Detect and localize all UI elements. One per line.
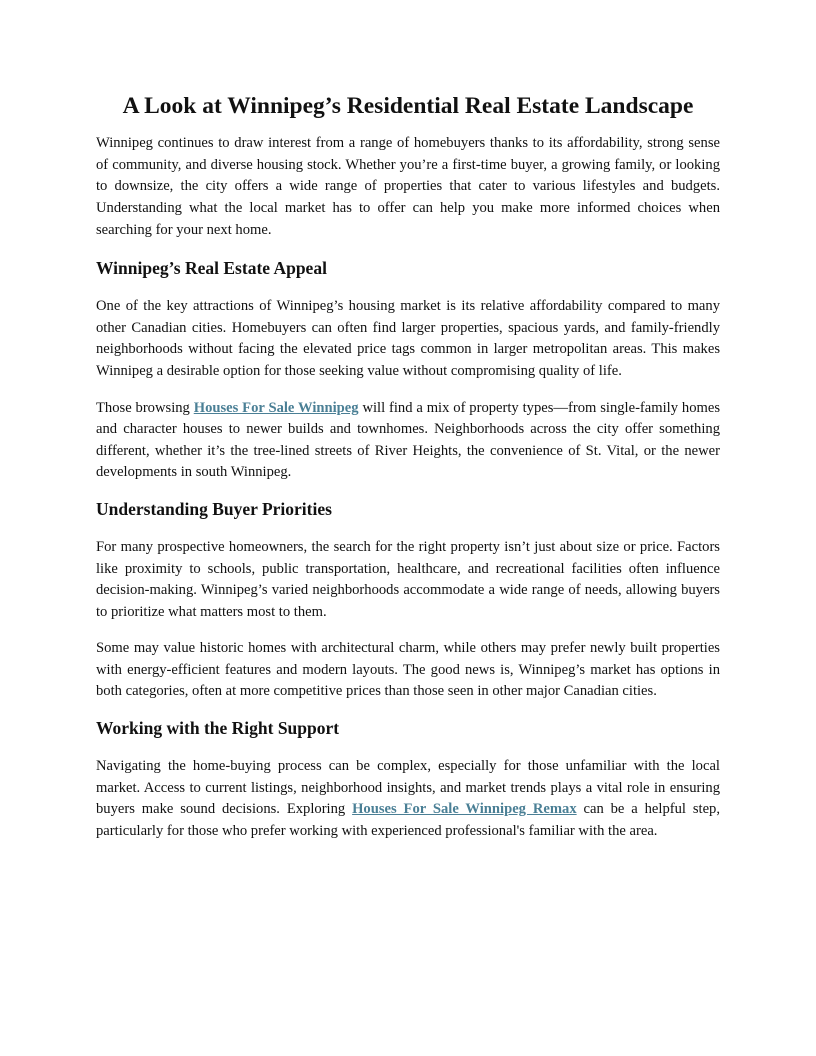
section-heading-appeal: Winnipeg’s Real Estate Appeal xyxy=(96,258,327,279)
priorities-paragraph-2: Some may value historic homes with architectural charm, while others may prefer newly built properties with energy-efficient features and modern layouts. The good news is, Winnipeg’s market has options in both categories, often at more competitive prices than those seen in other major Canadian cities. xyxy=(96,640,720,700)
section-heading-support: Working with the Right Support xyxy=(96,718,340,739)
support-paragraph-1 xyxy=(96,756,720,842)
appeal-paragraph-2 xyxy=(96,398,720,484)
document-page xyxy=(96,92,720,857)
appeal-paragraph-2-text-after: will find a mix of property types—from single-family homes and character houses to newer builds and townhomes. Neighborhoods across the city offer something different, whether it’s the tree-lined streets of River Heights, the convenience of St. Vital, or the newer developments in south Winnipeg. xyxy=(96,399,720,481)
support-paragraph-text-after: can be a helpful step, particularly for those who prefer working with experienced professional's familiar with the area. xyxy=(96,801,720,839)
houses-for-sale-winnipeg-link[interactable]: Houses For Sale Winnipeg xyxy=(193,399,359,416)
page-title: A Look at Winnipeg’s Residential Real Estate Landscape xyxy=(122,93,694,119)
priorities-paragraph-1: For many prospective homeowners, the search for the right property isn’t just about size or price. Factors like proximity to schools, public transportation, healthcare, and recreational facilities often influence decision-making. Winnipeg’s varied neighborhoods accommodate a wide range of needs, allowing buyers to prioritize what matters most to them. xyxy=(96,538,720,620)
appeal-paragraph-1: One of the key attractions of Winnipeg’s housing market is its relative affordability compared to many other Canadian cities. Homebuyers can often find larger properties, spacious yards, and family-friendly neighborhoods without facing the elevated price tags common in larger metropolitan areas. This makes Winnipeg a desirable option for those seeking value without compromising quality of life. xyxy=(96,298,720,379)
houses-for-sale-winnipeg-remax-link[interactable]: Houses For Sale Winnipeg Remax xyxy=(352,801,577,818)
support-paragraph-text-before: Navigating the home-buying process can be complex, especially for those unfamiliar with the local market. Access to current listings, neighborhood insights, and market trends plays a vital role in ensuring buyers make sound decisions. Exploring xyxy=(96,758,720,818)
appeal-paragraph-2-text-before: Those browsing xyxy=(96,399,194,416)
section-heading-buyer-priorities: Understanding Buyer Priorities xyxy=(96,498,332,519)
intro-paragraph: Winnipeg continues to draw interest from a range of homebuyers thanks to its affordability, strong sense of community, and diverse housing stock. Whether you’re a first-time buyer, a growing family, or looking to downsize, the city offers a wide range of properties that cater to various lifestyles and budgets. Understanding what the local market has to offer can help you make more informed choices when searching for your next home. xyxy=(96,135,720,238)
